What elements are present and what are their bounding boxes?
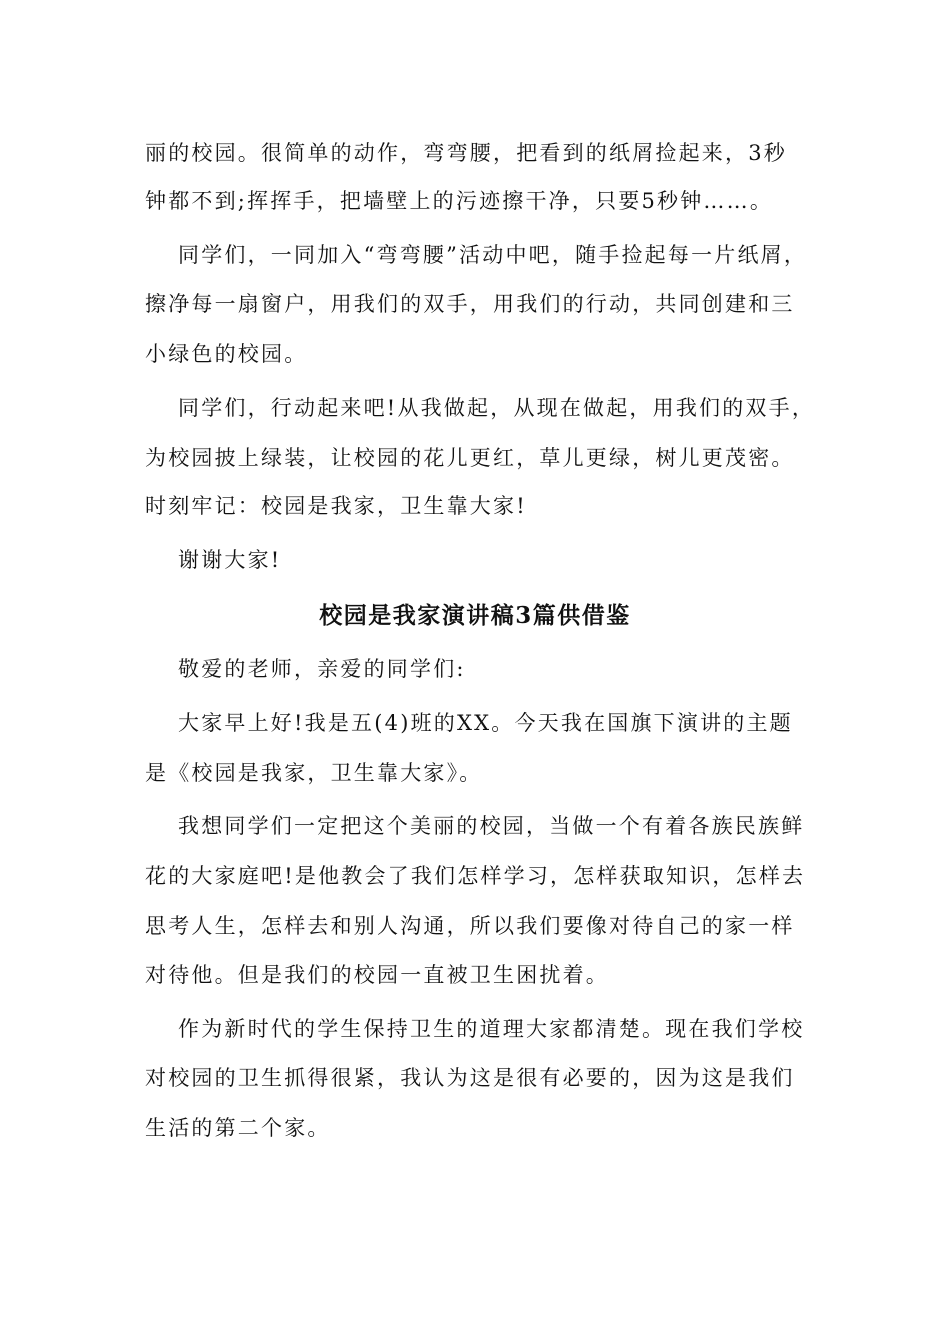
paragraph-line: 小绿色的校园。: [145, 342, 308, 366]
paragraph-line: 我想同学们一定把这个美丽的校园，当做一个有着各族民族鲜: [178, 814, 805, 838]
paragraph-line: 对待他。但是我们的校园一直被卫生困扰着。: [145, 963, 609, 987]
paragraph-line: 花的大家庭吧!是他教会了我们怎样学习，怎样获取知识，怎样去: [145, 864, 806, 888]
paragraph-line: 大家早上好!我是五(4)班的XX。今天我在国旗下演讲的主题: [178, 711, 793, 735]
section-title: 校园是我家演讲稿3篇供借鉴: [319, 602, 631, 629]
paragraph-line: 作为新时代的学生保持卫生的道理大家都清楚。现在我们学校: [178, 1017, 805, 1041]
paragraph-line: 谢谢大家!: [178, 548, 282, 572]
paragraph-line: 丽的校园。很简单的动作，弯弯腰，把看到的纸屑捡起来，3秒: [145, 141, 787, 165]
paragraph-line: 为校园披上绿装，让校园的花儿更红，草儿更绿，树儿更茂密。: [145, 446, 795, 470]
paragraph-line: 思考人生，怎样去和别人沟通，所以我们要像对待自己的家一样: [145, 914, 795, 938]
paragraph-line: 同学们，一同加入“弯弯腰”活动中吧，随手捡起每一片纸屑，: [178, 243, 808, 267]
paragraph-line: 生活的第二个家。: [145, 1116, 331, 1140]
paragraph-line: 是《校园是我家，卫生靠大家》。: [145, 761, 483, 785]
paragraph-line: 同学们，行动起来吧!从我做起，从现在做起，用我们的双手，: [178, 396, 816, 420]
paragraph-line: 钟都不到;挥挥手，把墙壁上的污迹擦干净，只要5秒钟……。: [145, 189, 774, 213]
paragraph-line: 敬爱的老师，亲爱的同学们:: [178, 657, 466, 681]
paragraph-line: 时刻牢记：校园是我家，卫生靠大家!: [145, 494, 527, 518]
paragraph-line: 擦净每一扇窗户，用我们的双手，用我们的行动，共同创建和三: [145, 292, 795, 316]
paragraph-line: 对校园的卫生抓得很紧，我认为这是很有必要的，因为这是我们: [145, 1066, 795, 1090]
